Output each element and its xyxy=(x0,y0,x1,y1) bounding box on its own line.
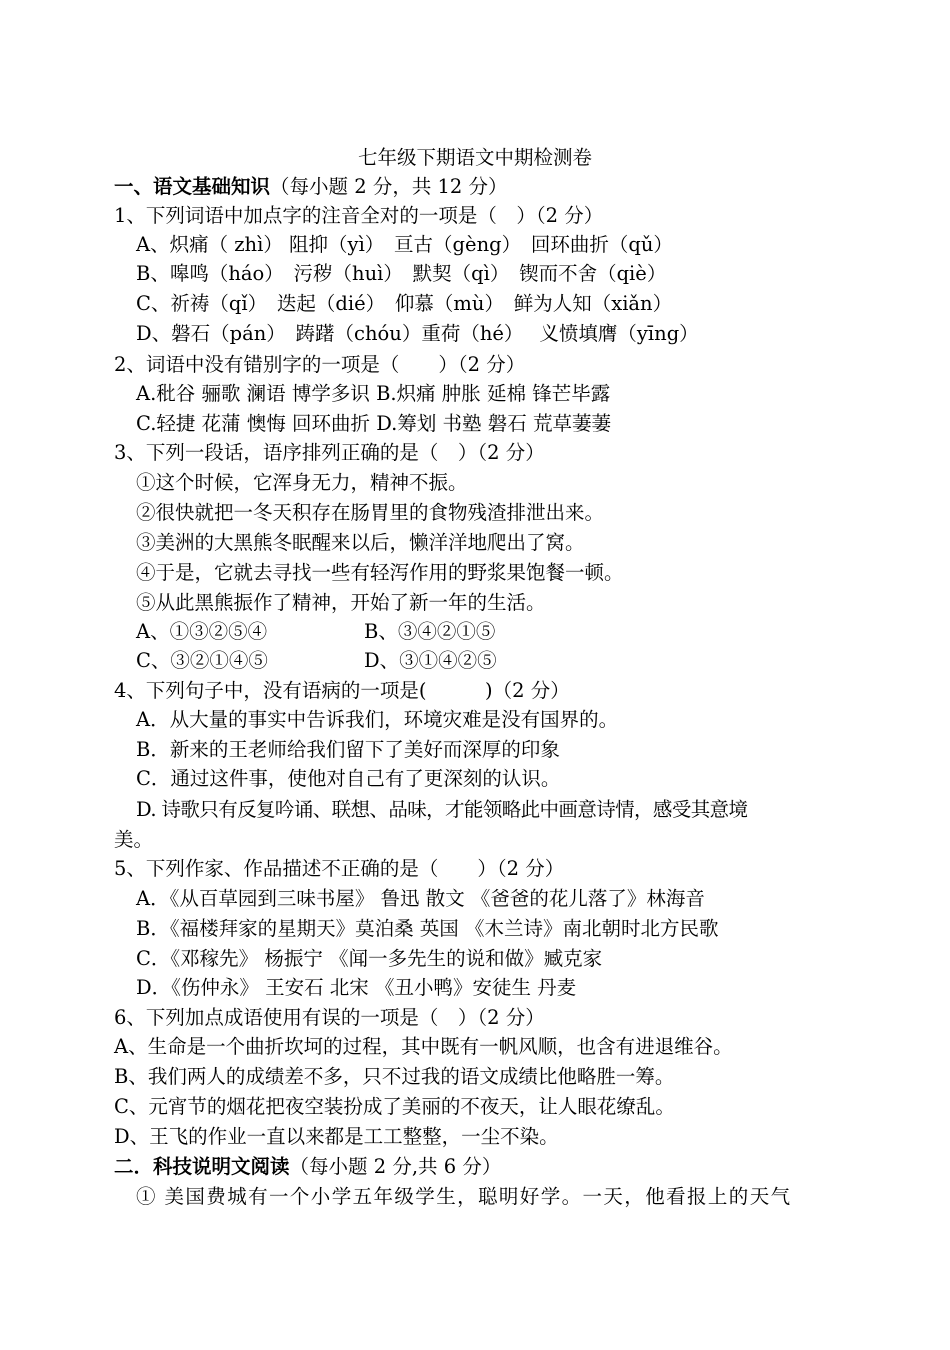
q3-sentence-1: ①这个时候，它浑身无力，精神不振。 xyxy=(136,471,468,494)
section-1-header xyxy=(114,172,508,202)
q4-option-a: A．从大量的事实中告诉我们，环境灾难是没有国界的。 xyxy=(136,708,619,731)
q3-option-a: A、①③②⑤④ xyxy=(136,620,268,643)
q3-stem: 3、下列一段话，语序排列正确的是（ ）（2 分） xyxy=(114,441,545,464)
q4-stem: 4、下列句子中，没有语病的一项是( )（2 分） xyxy=(114,679,570,702)
q5-option-a: A．《从百草园到三味书屋》 鲁迅 散文 《爸爸的花儿落了》林海音 xyxy=(136,887,705,910)
q3-option-d: D、③①④②⑤ xyxy=(364,649,497,672)
q2-options-ab: A.秕谷 骊歌 澜语 博学多识 B.炽痛 肿胀 延棉 锋芒毕露 xyxy=(136,382,611,405)
q1-option-b: B、嗥鸣（háo） 污秽（huì） 默契（qì） 锲而不舍（qiè） xyxy=(136,262,667,285)
q6-option-a: A、生命是一个曲折坎坷的过程，其中既有一帆风顺，也含有进退维谷。 xyxy=(114,1035,733,1058)
q5-option-c: C．《邓稼先》 杨振宁 《闻一多先生的说和做》臧克家 xyxy=(136,947,603,970)
q3-sentence-2: ②很快就把一冬天积存在肠胃里的食物残渣排泄出来。 xyxy=(136,501,605,524)
q3-sentence-4: ④于是，它就去寻找一些有轻泻作用的野浆果饱餐一顿。 xyxy=(136,561,624,584)
section-2-note: （每小题 2 分,共 6 分） xyxy=(289,1155,502,1178)
q5-option-d: D．《伤仲永》 王安石 北宋 《丑小鸭》安徒生 丹麦 xyxy=(136,976,577,999)
section-1-note: （每小题 2 分，共 12 分） xyxy=(270,175,508,198)
q3-sentence-5: ⑤从此黑熊振作了精神，开始了新一年的生活。 xyxy=(136,591,546,614)
section-2-header xyxy=(114,1152,501,1182)
section-2-paragraph-1: ① 美国费城有一个小学五年级学生，聪明好学。一天，他看报上的天气 xyxy=(136,1185,792,1208)
q1-option-a: A、炽痛（ zhì） 阻抑（yì） 亘古（gèng） 回环曲折（qǔ） xyxy=(136,233,673,256)
q4-option-b: B．新来的王老师给我们留下了美好而深厚的印象 xyxy=(136,738,560,761)
q5-stem: 5、下列作家、作品描述不正确的是（ ）（2 分） xyxy=(114,857,565,880)
q3-sentence-3: ③美洲的大黑熊冬眠醒来以后，懒洋洋地爬出了窝。 xyxy=(136,531,585,554)
q4-option-c: C．通过这件事，使他对自己有了更深刻的认识。 xyxy=(136,767,561,790)
exam-title: 七年级下期语文中期检测卷 xyxy=(357,146,592,169)
section-2-heading: 二．科技说明文阅读 xyxy=(114,1155,290,1178)
section-1-heading: 一、语文基础知识 xyxy=(114,175,271,198)
q5-option-b: B．《福楼拜家的星期天》莫泊桑 英国 《木兰诗》南北朝时北方民歌 xyxy=(136,917,719,940)
q4-option-d-line2: 美。 xyxy=(114,828,154,851)
q1-option-c: C、祈祷（qǐ） 迭起（dié） 仰慕（mù） 鲜为人知（xiǎn） xyxy=(136,292,673,315)
q2-options-cd: C.轻捷 花蒲 懊悔 回环曲折 D.筹划 书塾 磐石 荒草萋萋 xyxy=(136,412,611,435)
q6-option-c: C、元宵节的烟花把夜空装扮成了美丽的不夜天，让人眼花缭乱。 xyxy=(114,1095,675,1118)
q6-option-d: D、王飞的作业一直以来都是工工整整，一尘不染。 xyxy=(114,1125,559,1148)
q4-option-d-line1: D. 诗歌只有反复吟诵、联想、品味，才能领略此中画意诗情，感受其意境 xyxy=(136,798,748,821)
q6-option-b: B、我们两人的成绩差不多，只不过我的语文成绩比他略胜一筹。 xyxy=(114,1065,675,1088)
q1-stem: 1、下列词语中加点字的注音全对的一项是（ ）（2 分） xyxy=(114,204,604,227)
q3-option-b: B、③④②①⑤ xyxy=(364,620,496,643)
q3-option-c: C、③②①④⑤ xyxy=(136,649,268,672)
q6-stem: 6、下列加点成语使用有误的一项是（ ）（2 分） xyxy=(114,1006,545,1029)
q2-stem: 2、词语中没有错别字的一项是（ ）（2 分） xyxy=(114,353,526,376)
q1-option-d: D、磐石（pán） 踌躇（chóu）重荷（hé） 义愤填膺（yīng） xyxy=(136,322,699,345)
